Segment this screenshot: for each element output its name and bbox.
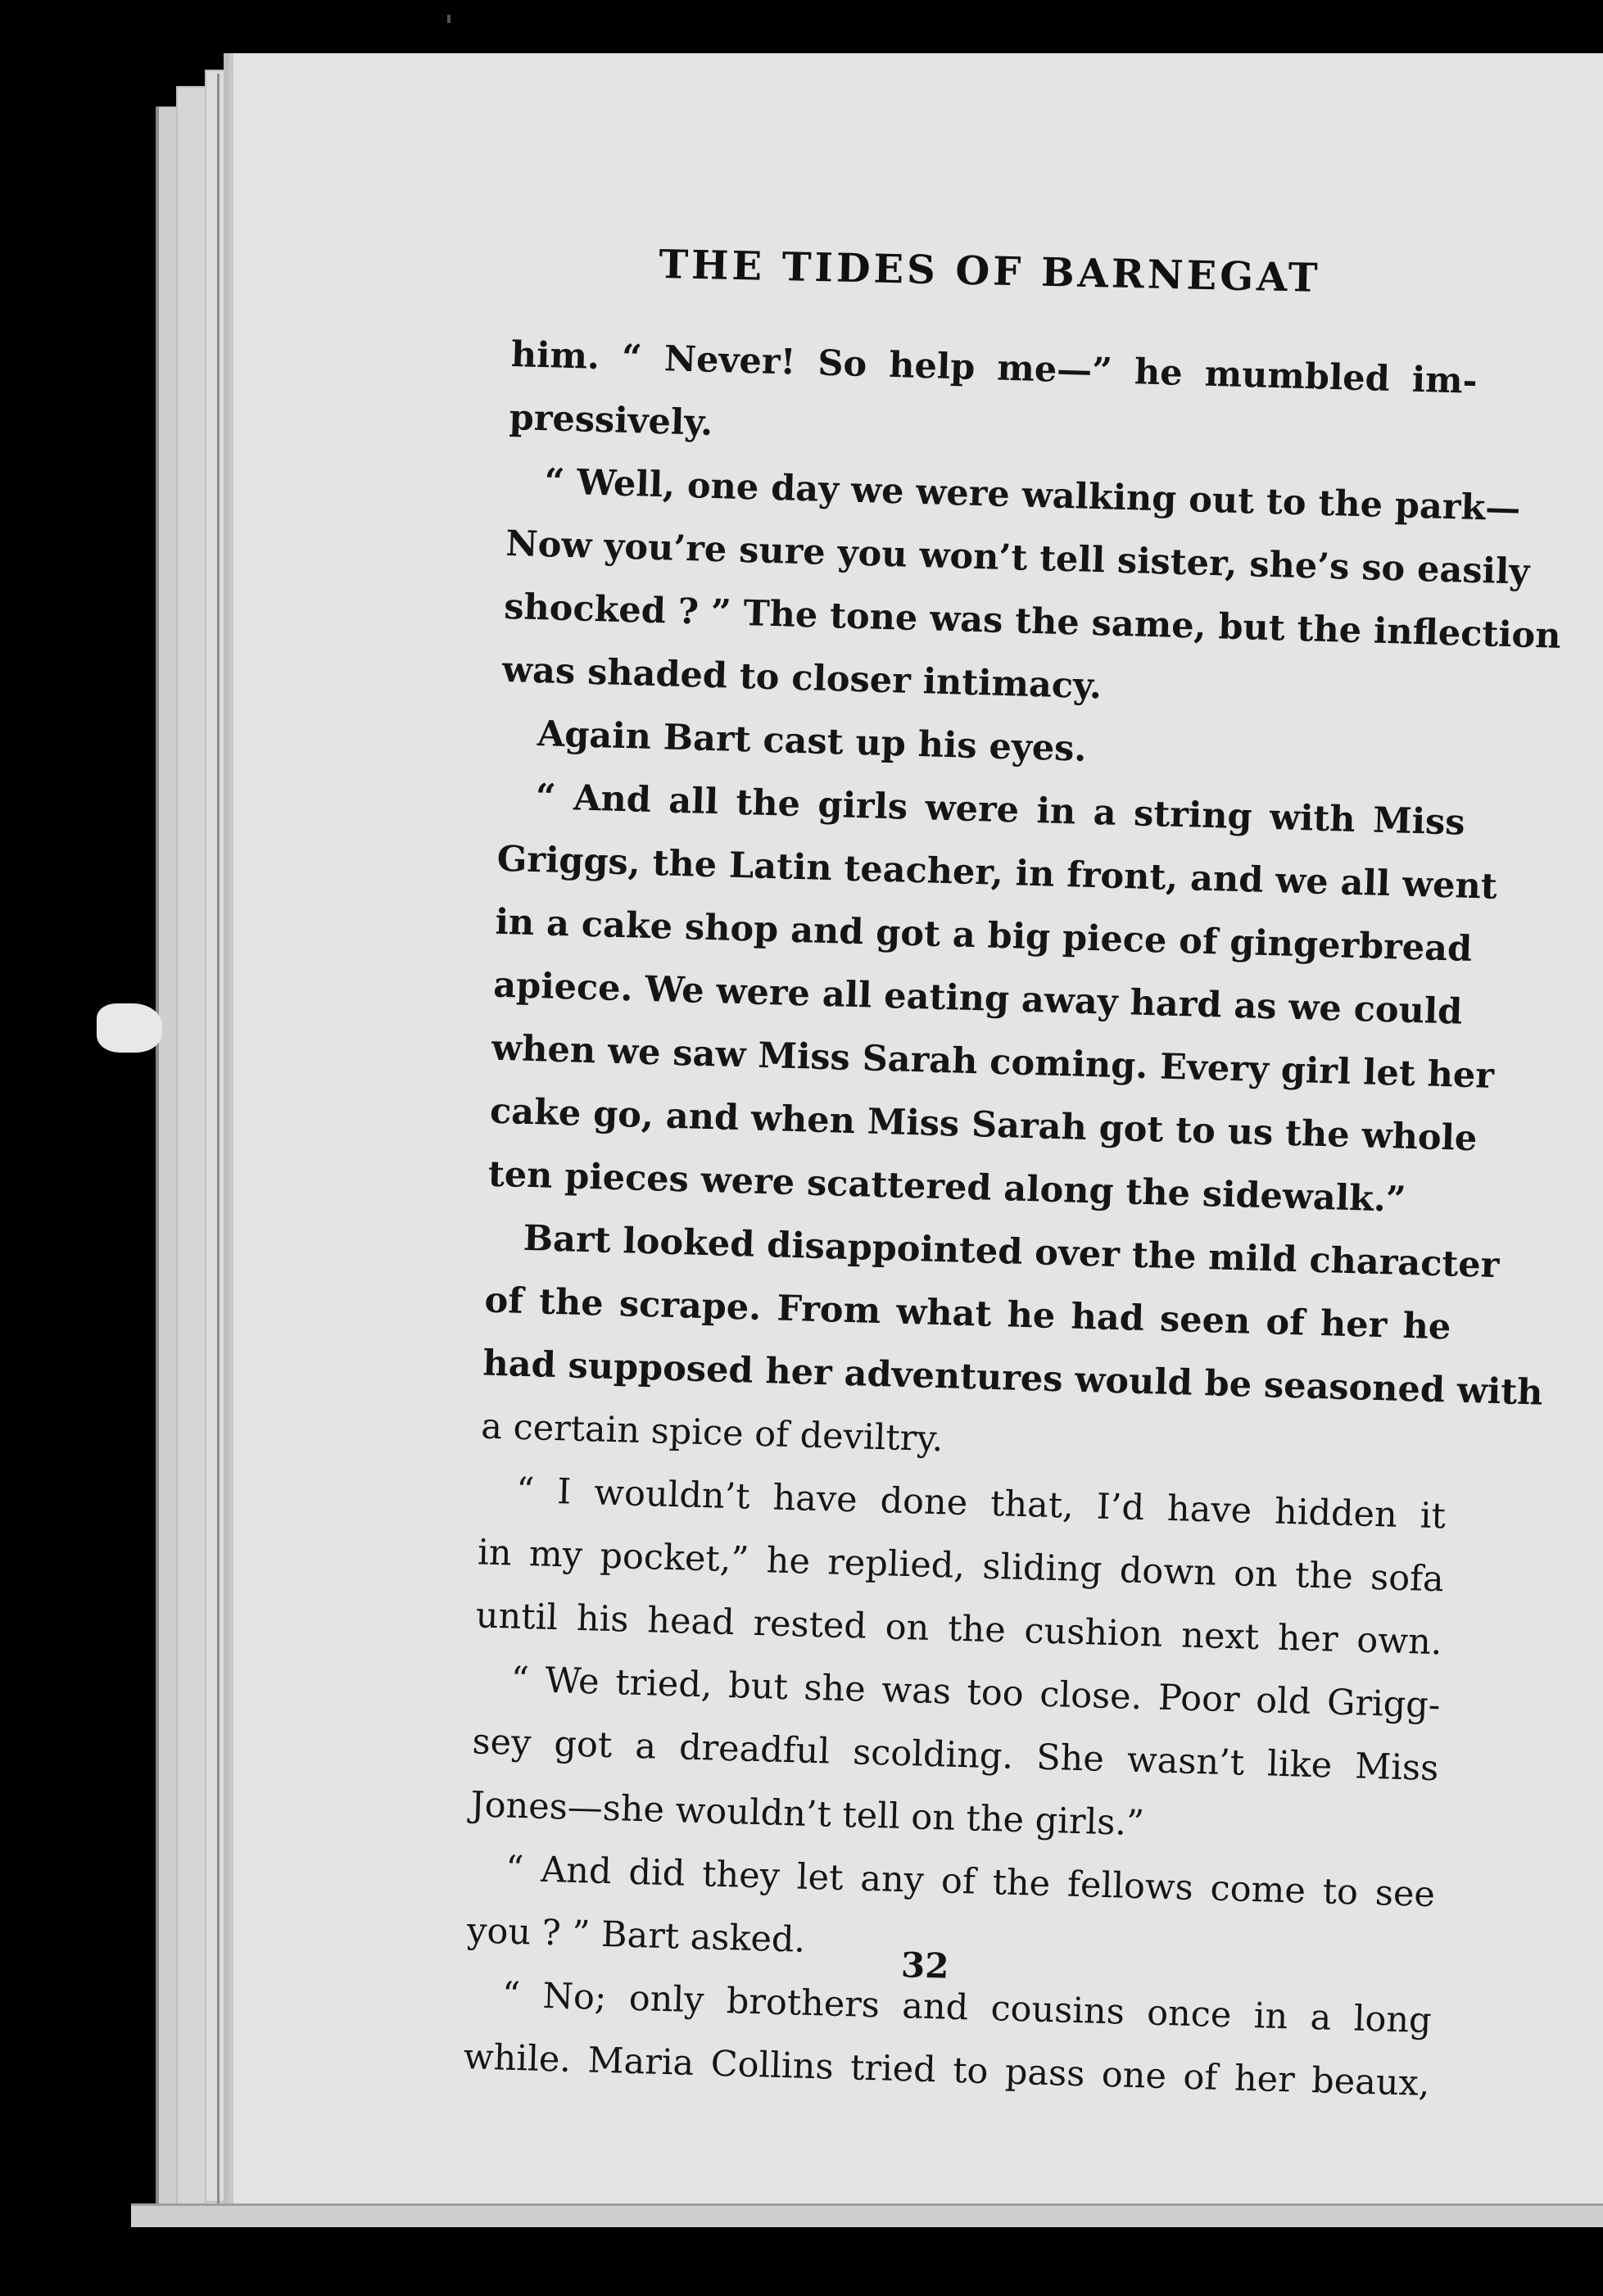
text-line: “ And all the girls were in a string with Miss	[535, 777, 1466, 844]
text-line: had supposed her adventures would be seasoned with	[482, 1343, 1544, 1414]
page-number: 32	[900, 1945, 950, 1986]
text-line: cake go, and when Miss Sarah got to us the whole	[489, 1090, 1478, 1160]
text-line: pressively.	[509, 396, 713, 444]
paper-tear	[97, 1003, 162, 1053]
text-line: in a cake shop and got a big piece of gingerbread	[494, 901, 1473, 971]
text-line: was shaded to closer intimacy.	[501, 649, 1103, 708]
text-line: “ And did they let any of the fellows come to see	[505, 1848, 1436, 1916]
body-text	[463, 324, 1562, 2116]
text-line: when we saw Miss Sarah coming. Every girl let her	[491, 1027, 1495, 1097]
text-line: a certain spice of deviltry.	[480, 1406, 944, 1460]
running-head: THE TIDES OF BARNEGAT	[658, 242, 1322, 301]
text-line: until his head rested on the cushion next her own.	[475, 1595, 1443, 1664]
text-line: Bart looked disappointed over the mild character	[523, 1217, 1500, 1287]
text-line: Jones—she wouldn’t tell on the girls.”	[469, 1784, 1145, 1845]
text-line: ten pieces were scattered along the sidewalk.”	[487, 1153, 1407, 1220]
text-line: “ Well, one day we were walking out to the park—	[543, 461, 1521, 530]
text-line: you ? ” Bart asked.	[466, 1910, 806, 1961]
page-bottom-edge	[131, 2203, 1603, 2227]
text-line: in my pocket,” he replied, sliding down on the sofa	[477, 1532, 1445, 1601]
film-speck	[447, 15, 451, 23]
text-line: apiece. We were all eating away hard as we could	[492, 964, 1463, 1033]
text-line: “ I wouldn’t have done that, I’d have hidden it	[515, 1470, 1447, 1537]
text-line: of the scrape. From what he had seen of her he	[483, 1279, 1451, 1348]
text-line: “ We tried, but she was too close. Poor old Grigg-	[510, 1659, 1442, 1727]
spine-shadow	[217, 74, 220, 2203]
text-line: him. “ Never! So help me—” he mumbled im-	[510, 333, 1478, 402]
spine-shadow	[156, 106, 159, 2203]
text-line: sey got a dreadful scolding. She wasn’t like Miss	[471, 1721, 1439, 1790]
text-line: “ No; only brothers and cousins once in a long	[501, 1974, 1433, 2042]
text-line: shocked ? ” The tone was the same, but the inflection	[503, 586, 1562, 657]
text-line: Now you’re sure you won’t tell sister, she’s so easily	[505, 523, 1530, 593]
text-line: Again Bart cast up his eyes.	[537, 713, 1088, 770]
text-line: Griggs, the Latin teacher, in front, and we all went	[496, 838, 1498, 908]
text-line: while. Maria Collins tried to pass one of her beaux,	[463, 2036, 1431, 2105]
